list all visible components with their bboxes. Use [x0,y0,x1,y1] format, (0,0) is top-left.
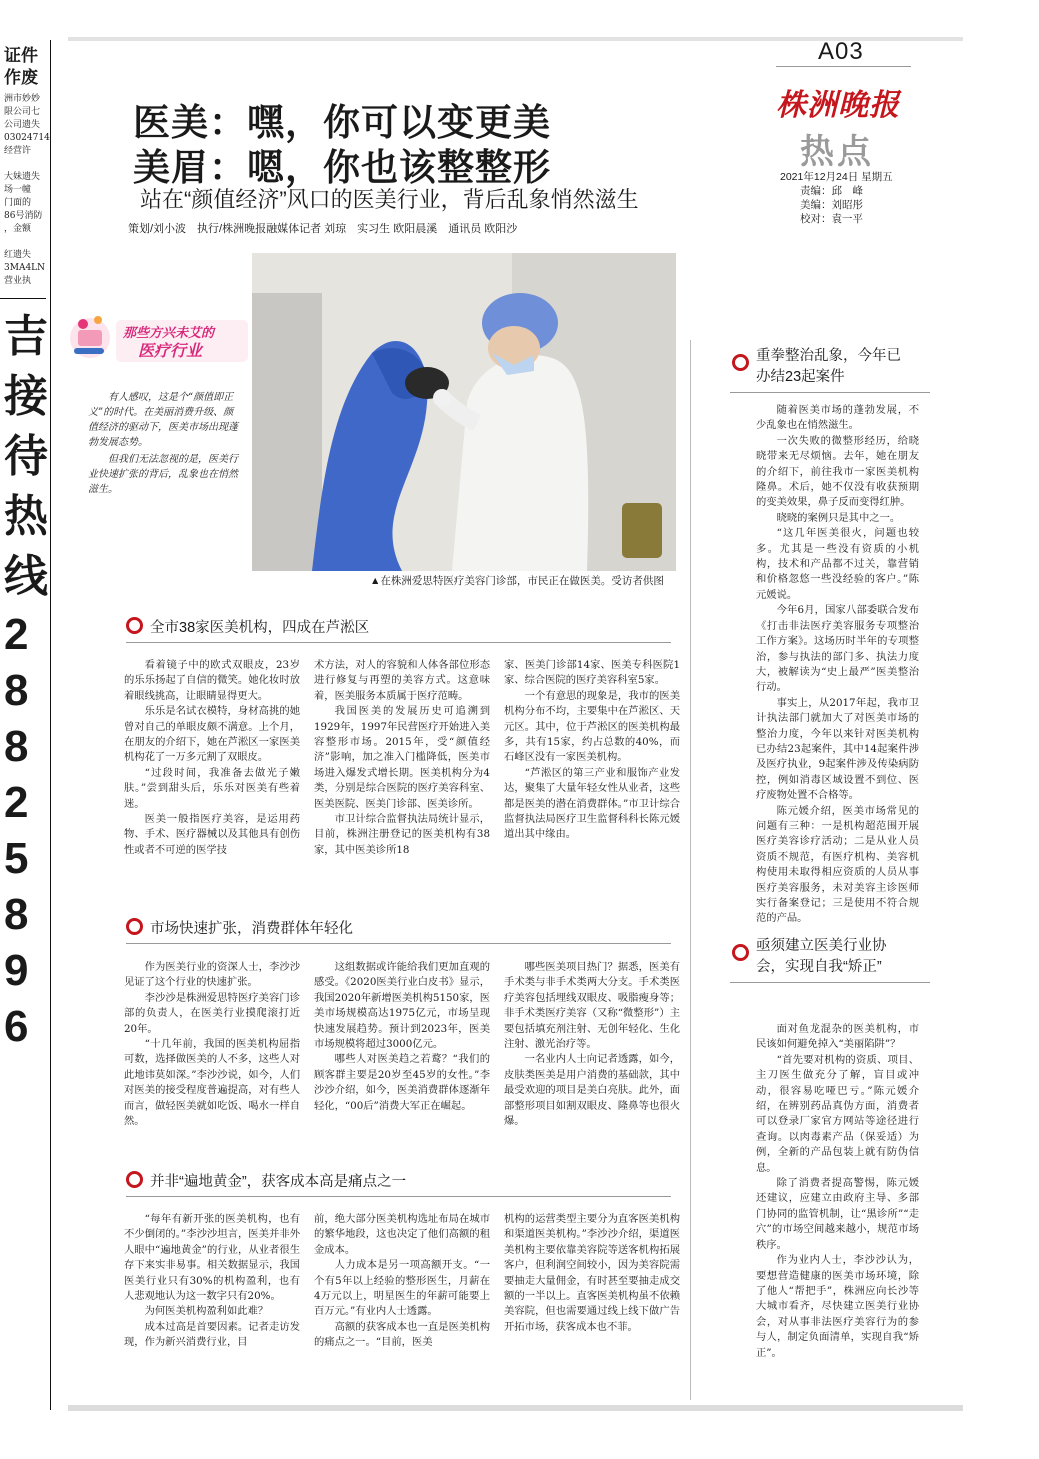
s5-column [756,1022,919,1364]
s4-column [756,403,919,925]
paragraph: 哪些人对医美趋之若鹜？“我们的顾客群主要是20岁至45岁的女性。”李沙沙介绍，如今，医美消费群体逐渐年轻化，“00后”消费大军正在崛起。 [314,1053,490,1112]
strip-notice-title: 证件作废 [4,46,38,88]
strip-line: 86号消防 [4,211,43,221]
strip-hotline-char: 待 [4,431,48,482]
intro-text [88,390,243,499]
section-heading-5-rule [730,982,930,983]
strip-line: 限公司七 [4,107,41,117]
section-heading-4-line-2: 办结23起案件 [756,369,845,385]
paragraph: “十几年前，我国的医美机构屈指可数，选择做医美的人不多，这些人对此地讳莫如深。”李沙沙说，如今，人们对医美的接受程度普遍提高，对有些人而言，做轻医美就如吃饭、喝水一样自然。 [124,1038,300,1128]
paragraph: 看着镜子中的欧式双眼皮，23岁的乐乐扬起了自信的微笑。她化妆时放着眼线挑高，让眼睛显得更大。 [124,659,300,702]
designer-line: 美编：刘昭彤 [800,199,863,211]
photo-chair-back [252,293,322,571]
paragraph: “过段时间，我准备去做光子嫩肤。”尝到甜头后，乐乐对医美有些着迷。 [124,766,300,810]
paragraph: 成本过高是首要因素。记者走访发现，作为新兴消费行业，目 [124,1320,300,1349]
paragraph: 除了消费者提高警惕，陈元媛还建议，应建立由政府主导、多部门协同的监管机制，让“黑诊所”“走穴”的市场空间越来越小，规范市场秩序。 [756,1177,919,1251]
issue-date: 2021年12月24日 星期五 [780,171,893,183]
s2-column-3 [504,960,680,1160]
paragraph: 这组数据或许能给我们更加直观的感受。《2020医美行业白皮书》显示，我国2020年新增医美机构5150家，医美市场规模高达1975亿元，市场呈现快速发展趋势。预计到2023年，医美市场规模将超过3000亿元。 [314,961,490,1051]
s2-column-1 [124,960,300,1160]
series-logo [68,300,258,370]
paragraph: “每年有新开张的医美机构，也有不少倒闭的。”李沙沙坦言，医美并非外人眼中“遍地黄金”的行业，从业者很生存下来实非易事。相关数据显示，我国医美行业只有30%的机构盈利，也有人悲观地认为这一数字只有20%。 [124,1213,300,1303]
paragraph: 陈元媛介绍，医美市场常见的问题有三种：一是机构超范围开展医疗美容诊疗活动；二是从业人员资质不规范，有医疗机构、美容机构使用未取得相应资质的人员从事医疗美容服务，未对美容主诊医师实行备案登记；三是使用不符合规范的产品。 [756,804,919,925]
strip-line: ，金额 [4,224,32,234]
paragraph: 高额的获客成本也一直是医美机构的痛点之一。“目前，医美 [314,1320,490,1349]
section-name: 热点 [800,132,874,172]
strip-line: 场一幢 [4,185,32,195]
main-photo [252,253,676,571]
bullet-circle-icon [126,918,143,935]
section-heading-2-rule [126,943,671,944]
strip-line: 门面的 [4,198,32,208]
paragraph: 今年6月，国家八部委联合发布《打击非法医疗美容服务专项整治工作方案》。这场历时半年的专项整治，参与执法的部门多、执法力度大，被解读为“史上最严”医美整治行动。 [756,604,919,694]
paragraph: 为何医美机构盈利如此难？ [144,1305,269,1318]
paragraph: “这几年医美很火，问题也较多。尤其是一些没有资质的小机构，技术和产品都不过关，靠营销和价格忽悠一些没经验的客户。”陈元媛说。 [756,527,919,601]
bullet-circle-icon [732,354,749,371]
section-heading-5 [756,936,936,978]
byline: 策划/刘小波 执行/株洲晚报融媒体记者 刘琼 实习生 欧阳晨溪 通讯员 欧阳沙 [128,223,518,235]
section-heading-4-line-1: 重拳整治乱象，今年已 [756,348,901,364]
paragraph: 作为业内人士，李沙沙认为，要想营造健康的医美市场环境，除了他人“帮把手”，株洲应向长沙等大城市看齐，尽快建立医美行业协会，对从事非法医疗美容行为的参与人，制定负面清单，实现自我“矫正”。 [756,1254,919,1359]
strip-hotline-digit: 2 [4,610,29,659]
photo-bag [622,503,662,558]
section-heading-2 [126,917,353,938]
section-heading-4-rule [730,392,930,393]
s1-column-1 [124,658,300,890]
strip-hotline-char: 线 [4,551,48,602]
strip-line: 营业执 [4,276,32,286]
strip-hotline-label [4,307,50,607]
proofreader-line: 校对：袁一平 [800,213,863,225]
strip-divider [0,298,46,299]
logo-screen-icon [78,330,102,346]
photo-glove [433,389,451,407]
section-heading-3 [126,1170,406,1191]
strip-hotline-digit: 9 [4,946,29,995]
paragraph: 乐乐是名试衣模特，身材高挑的她曾对自己的单眼皮颇不满意。上个月，在朋友的介绍下，她在芦淞区一家医美机构花了一万多元割了双眼皮。 [124,705,300,764]
s1-column-3 [504,658,680,890]
paragraph: 事实上，从2017年起，我市卫计执法部门就加大了对医美市场的整治力度，今年以来针对医美机构已办结23起案件，其中14起案件涉及医疗执业，9起案件涉及传染病防控，例如消毒区域设置不到位、医疗废物处置不合格等。 [756,696,919,802]
strip-line: 03024714 [4,133,50,143]
s3-column-2 [314,1212,490,1404]
s1-column-2 [314,658,490,890]
strip-hotline-digit: 8 [4,722,29,771]
strip-hotline-number [4,607,50,1055]
strip-line: 洲市妙妙 [4,94,41,104]
strip-hotline-digit: 6 [4,1002,29,1051]
paragraph: 作为医美行业的资深人士，李沙沙见证了这个行业的快速扩张。 [124,961,300,989]
paragraph: 市卫计综合监督执法局统计显示，目前，株洲注册登记的医美机构有38家，其中医美诊所18 [314,813,490,856]
paragraph: 哪些医美项目热门？据悉，医美有手术类与非手术类两大分支。手术类医疗美容包括埋线双眼皮、吸脂瘦身等；非手术类医疗美容（又称“微整形”）主要包括填充剂注射、无创年轻化、生化注射、激光治疗等。 [504,961,680,1051]
strip-hotline-digit: 5 [4,834,29,883]
paragraph: 我国医美的发展历史可追溯到1929年，1997年民营医疗开始进入美容整形市场。2015年，受“颜值经济”影响，加之准入门槛降低，医美市场进入爆发式增长期。医美机构分为4类，分别是综合医院的医疗美容科室、医美医院、医美门诊部、医美诊所。 [314,705,490,810]
intro-paragraph: 有人感叹，这是个“颜值即正义”的时代。在美丽消费升级、颜值经济的驱动下，医美市场出现蓬勃发展态势。 [88,392,238,448]
paragraph: 家、医美门诊部14家、医美专科医院1家、综合医院的医疗美容科室5家。 [504,659,680,687]
logo-heart-icon [78,319,88,329]
paragraph: 晓晓的案例只是其中之一。 [776,511,901,524]
strip-line: 3MA4LN [4,263,46,273]
strip-notice-text [4,93,50,288]
newspaper-brand: 株洲晚报 [776,88,900,123]
headline-line-1: 医美：嘿，你可以变更美 [133,102,551,143]
paragraph: “首先要对机构的资质、项目、主刀医生做充分了解，盲目或冲动，很容易吃哑巴亏。”陈元媛介绍，在辨别药品真伪方面，消费者可以登录厂家官方网站等途径进行查询。以肉毒素产品（保妥适）为例，全新的产品包装上就有防伪信息。 [756,1053,919,1174]
bullet-circle-icon [126,617,143,634]
logo-base-icon [74,348,104,354]
paragraph: 一个有意思的现象是，我市的医美机构分布不均，主要集中在芦淞区、天元区。其中，位于芦淞区的医美机构最多，共有15家，约占总数的40%，而石峰区没有一家医美机构。 [504,689,680,764]
s3-column-1 [124,1212,300,1404]
headline-line-2: 美眉：嗯，你也该整整形 [133,147,551,188]
photo-illustration [252,253,676,571]
adjacent-page-strip [0,45,50,1410]
page-number: A03 [818,38,864,65]
paragraph: 人力成本是另一项高额开支。“一个有5年以上经验的整形医生，月薪在4万元以上，明星医生的年薪可能要上百万元。”有业内人士透露。 [314,1259,490,1318]
issue-info [780,170,893,226]
paragraph: 李沙沙是株洲爱思特医疗美容门诊部的负责人，在医美行业摸爬滚打近20年。 [124,991,300,1035]
logo-dot-icon [94,316,102,324]
strip-line: 经营许 [4,146,32,156]
paragraph: 术方法，对人的容貌和人体各部位形态进行修复与再塑的美容方式。这意味着，医美服务本质属于医疗范畴。 [314,659,490,702]
section-heading-2-text: 市场快速扩张，消费群体年轻化 [150,921,353,937]
strip-hotline-digit: 8 [4,666,29,715]
logo-text-1: 那些方兴未艾的 [123,325,215,340]
right-column-divider [690,340,691,1400]
section-heading-3-text: 并非“遍地黄金”，获客成本高是痛点之一 [150,1174,407,1190]
paragraph: 一名业内人士向记者透露，如今，皮肤类医美是用户消费的基础款，其中最受欢迎的项目是美白亮肤。此外，面部整形项目如割双眼皮、隆鼻等也很火爆。 [504,1053,680,1128]
paragraph: 一次失败的微整形经历，给晓晓带来无尽烦恼。去年，她在朋友的介绍下，前往我市一家医美机构隆鼻。术后，她不仅没有收获预期的变美效果，鼻子反而变得红肿。 [756,434,919,509]
paragraph: 机构的运营类型主要分为直客医美机构和渠道医美机构。”李沙沙介绍，渠道医美机构主要依靠美容院等送客机构拓展客户，但利润空间较小，因为美容院需要抽走大量佣金，有时甚至要抽走成交额的一半以上。直客医美机构虽不依赖美容院，但也需要通过线上线下做广告开拓市场，获客成本也不菲。 [504,1213,680,1333]
section-heading-3-rule [126,1196,671,1197]
bullet-circle-icon [126,1171,143,1188]
strip-hotline-char: 吉 [4,311,48,362]
paragraph: 面对鱼龙混杂的医美机构，市民该如何避免掉入“美丽陷阱”？ [756,1023,919,1051]
section-heading-5-line-2: 会，实现自我“矫正” [756,959,882,975]
bullet-circle-icon [732,944,749,961]
strip-line [4,158,50,171]
footer-rule [68,1405,963,1411]
strip-hotline-digit: 8 [4,890,29,939]
photo-caption: ▲在株洲爱思特医疗美容门诊部，市民正在做医美。受访者供图 [370,575,664,587]
section-heading-4 [756,346,936,388]
strip-line: 大妹遗失 [4,172,41,182]
strip-line [4,236,50,249]
paragraph: “芦淞区的第三产业和服饰产业发达，聚集了大量年轻女性从业者，这些都是医美的潜在消费群体。”市卫计综合监督执法局医疗卫生监督科科长陈元媛道出其中缘由。 [504,766,680,841]
strip-vertical-rule [50,40,51,1410]
s2-column-2 [314,960,490,1160]
strip-hotline-digit: 2 [4,778,29,827]
section-heading-1-rule [126,642,671,643]
paragraph: 医美一般指医疗美容，是运用药物、手术、医疗器械以及其他具有创伤性或者不可逆的医学技 [124,813,300,856]
strip-hotline-char: 热 [4,491,48,542]
paragraph: 前，绝大部分医美机构选址布局在城市的繁华地段，这也决定了他们高额的租金成本。 [314,1213,490,1256]
intro-paragraph: 但我们无法忽视的是，医美行业快速扩张的背后，乱象也在悄然滋生。 [88,454,238,495]
strip-line: 公司遗失 [4,120,41,130]
section-heading-1 [126,616,369,637]
s3-column-3 [504,1212,680,1404]
section-heading-1-text: 全市38家医美机构，四成在芦淞区 [150,620,370,636]
section-heading-5-line-1: 亟须建立医美行业协 [756,938,887,954]
editor-line: 责编：邱 峰 [800,185,863,197]
paragraph: 随着医美市场的蓬勃发展，不少乱象也在悄然滋生。 [756,404,919,432]
strip-hotline-char: 接 [4,371,48,422]
logo-text-2: 医疗行业 [138,343,203,360]
strip-line: 红遗失 [4,250,32,260]
subtitle: 站在“颜值经济”风口的医美行业，背后乱象悄然滋生 [140,187,639,212]
page-number-rule [776,66,911,67]
